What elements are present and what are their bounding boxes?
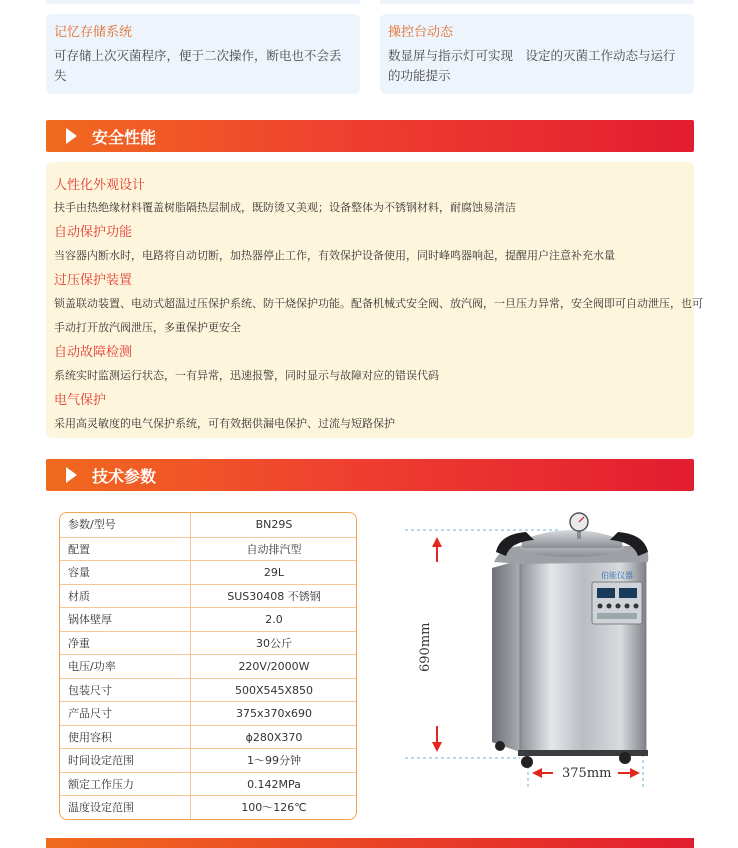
feature-card-title: 记忆存储系统 [54,25,133,40]
table-row [60,584,356,608]
table-row [60,748,356,772]
spec-value: 2.0 [265,613,283,626]
spec-value: 500X545X850 [234,683,314,697]
spec-key: 时间设定范围 [68,754,134,767]
table-row [60,537,356,561]
safety-text: 系统实时监测运行状态，一有异常，迅速报警，同时显示与故障对应的错误代码 [54,369,439,382]
spec-value: 220V/2000W [238,660,310,673]
spec-key: 额定工作压力 [68,777,134,791]
spec-key: 温度设定范围 [68,801,134,814]
autoclave-product-image [400,512,660,802]
table-row [60,772,356,796]
spec-key: 参数/型号 [68,518,116,531]
safety-heading: 人性化外观设计 [54,178,146,193]
spec-table [59,512,357,820]
spec-value: BN29S [255,518,293,531]
safety-text: 锁盖联动装置、电动式超温过压保护系统、防干烧保护功能。配备机械式安全阀、放汽阀，一旦压力异常，安全阀即可自动泄压，也可 [54,297,703,310]
spec-key: 净重 [68,636,90,650]
section-title: 安全性能 [92,128,157,147]
spec-value: 375x370x690 [235,707,312,720]
feature-card-text: 可存储上次灭菌程序，便于二次操作，断电也不会丢失 [54,48,342,83]
spec-key: 锅体壁厚 [68,613,112,626]
feature-card-memory [46,14,360,94]
top-card-edge-left [46,0,360,4]
bottom-accent-bar [46,838,694,848]
spec-key: 配置 [68,542,90,556]
safety-features-panel [46,162,703,438]
spec-key: 电压/功率 [68,660,116,673]
feature-card-text: 数显屏与指示灯可实现 设定的灭菌工作动态与运行的功能提示 [388,48,676,83]
safety-text: 手动打开放汽阀泄压，多重保护更安全 [54,321,241,334]
section-header-safety [46,120,694,152]
safety-text: 扶手由热绝缘材料覆盖树脂隔热层制成，既防烫又美观；设备整体为不锈钢材料，耐腐蚀易清洁 [54,201,516,214]
table-row [60,654,356,678]
spec-value: 30公斤 [256,636,292,650]
safety-text: 当容器内断水时，电路将自动切断，加热器停止工作，有效保护设备使用，同时峰鸣器响起，提醒用户注意补充水量 [54,249,615,262]
panel-brand-label: 伯能仪器 [601,571,633,580]
table-row [60,678,356,702]
safety-text: 采用高灵敏度的电气保护系统，可有效据供漏电保护、过流与短路保护 [54,417,395,430]
spec-value: 100～126℃ [241,801,307,814]
safety-heading: 过压保护装置 [54,273,133,288]
section-header-tech [46,459,694,491]
table-row [60,560,356,584]
table-row [60,513,356,536]
table-row [60,725,356,749]
spec-value: 0.142MPa [247,777,301,791]
table-row [60,631,356,655]
spec-value: ϕ280X370 [245,730,303,744]
width-dimension-label: 375mm [562,766,612,781]
spec-key: 使用容积 [68,730,112,744]
spec-value: SUS30408 不锈钢 [227,589,321,603]
spec-value: 29L [263,566,285,579]
top-card-edge-right [380,0,694,4]
safety-heading: 自动保护功能 [54,225,133,240]
safety-heading: 电气保护 [54,393,107,408]
safety-heading: 自动故障检测 [54,345,133,360]
arrow-right-icon [66,128,77,144]
table-row [60,607,356,631]
section-title: 技术参数 [92,467,157,486]
table-row [60,701,356,725]
spec-value: 1～99分钟 [247,754,301,767]
spec-key: 产品尺寸 [68,707,112,720]
table-row [60,795,356,819]
spec-key: 材质 [68,589,90,603]
feature-card-title: 操控台动态 [388,25,454,40]
spec-value: 自动排汽型 [246,542,302,556]
height-dimension-label: 690mm [418,622,433,672]
feature-card-console [380,14,694,94]
spec-key: 包装尺寸 [68,683,112,697]
arrow-right-icon [66,467,77,483]
spec-key: 容量 [68,566,90,579]
